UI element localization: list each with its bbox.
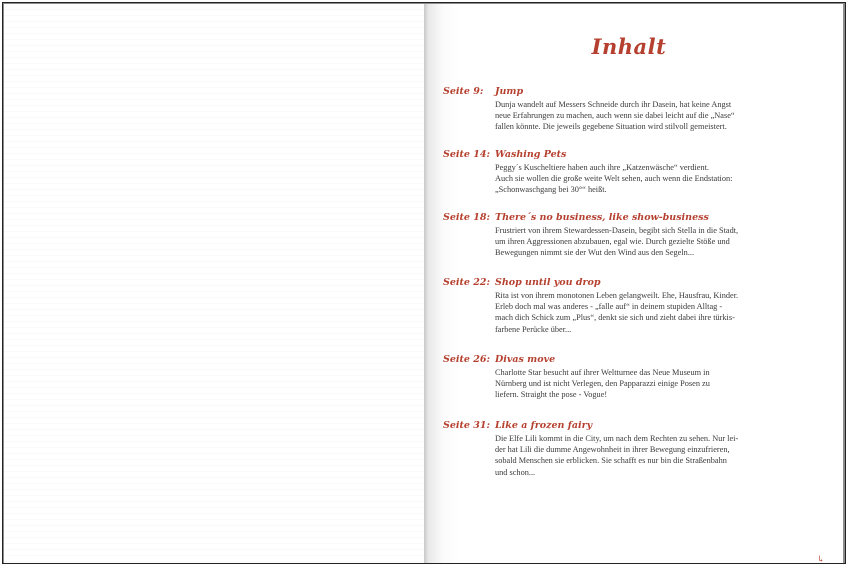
description-line: Charlotte Star besucht auf ihrer Weltturnee das Neue Museum in [495,368,710,377]
toc-entry-description [495,433,795,478]
document-viewer [2,2,846,564]
toc-entry-title: Shop until you drop [495,277,601,288]
description-line: Peggy´s Kuscheltiere haben auch ihre „Katzenwäsche“ verdient. [495,163,710,172]
toc-entry-description [495,290,795,335]
toc-entry-title: There´s no business, like show-business [495,212,709,223]
toc-entry-title: Divas move [495,354,556,365]
left-page-blank [4,4,426,563]
description-line: Rita ist von ihrem monotonen Leben gelangweilt. Ehe, Hausfrau, Kinder. [495,291,739,300]
description-line: der hat Lili die dumme Angewohnheit in ihrer Bewegung einzufrieren, [495,445,730,455]
description-line: Nürnberg und ist nicht Verlegen, den Papparazzi einige Posen zu [495,379,710,389]
toc-entry-description [495,225,795,259]
toc-page-number: Seite 26: [443,354,490,365]
page-title: Inhalt [591,34,667,59]
toc-entry-description [495,367,795,401]
description-line: neue Erfahrungen zu machen, auch wenn sie dabei leicht auf die „Nase“ [495,111,735,121]
toc-entry-title: Washing Pets [495,149,567,160]
description-line: Die Elfe Lili kommt in die City, um nach dem Rechten zu sehen. Nur lei- [495,434,739,443]
toc-page-number: Seite 18: [443,212,490,223]
description-line: liefern. Straight the pose - Vogue! [495,390,608,400]
description-line: sobald Menschen sie erblicken. Sie schafft es nur bin die Straßenbahn [495,456,727,466]
description-line: und schon... [495,467,536,477]
toc-page-number: Seite 31: [443,420,490,431]
description-line: um ihren Aggressionen abzubauen, egal wie. Durch gezielte Stöße und [495,237,730,247]
toc-entry-description [495,99,795,133]
toc-page-number: Seite 9: [443,86,484,97]
description-line: „Schonwaschgang bei 30°“ heißt. [495,185,607,195]
description-line: Auch sie wollen die große weite Welt sehen, auch wenn die Endstation: [495,174,733,184]
toc-entry-description [495,162,795,196]
toc-entry-title: Like a frozen fairy [495,420,593,431]
description-line: Frustriert von ihrem Stewardessen-Dasein, begibt sich Stella in die Stadt, [495,226,739,235]
toc-entry-title: Jump [495,86,524,97]
right-page-contents [429,4,843,563]
toc-page-number: Seite 22: [443,277,490,288]
description-line: Dunja wandelt auf Messers Schneide durch ihr Dasein, hat keine Angst [495,100,732,109]
page-corner-ornament-icon: ↳ [817,555,825,564]
description-line: Bewegungen nimmt sie der Wut den Wind aus den Segeln... [495,248,695,258]
description-line: farbene Perücke über... [495,324,572,334]
description-line: fallen könnte. Die jeweils gegebene Situation wird stilvoll gemeistert. [495,122,727,132]
description-line: mach dich Schick zum „Plus“, denkt sie sich und zieht dabei ihre türkis- [495,313,735,323]
description-line: Erleb doch mal was anderes - „falle auf“ in deinem stupiden Alltag - [495,302,723,312]
toc-page-number: Seite 14: [443,149,490,160]
